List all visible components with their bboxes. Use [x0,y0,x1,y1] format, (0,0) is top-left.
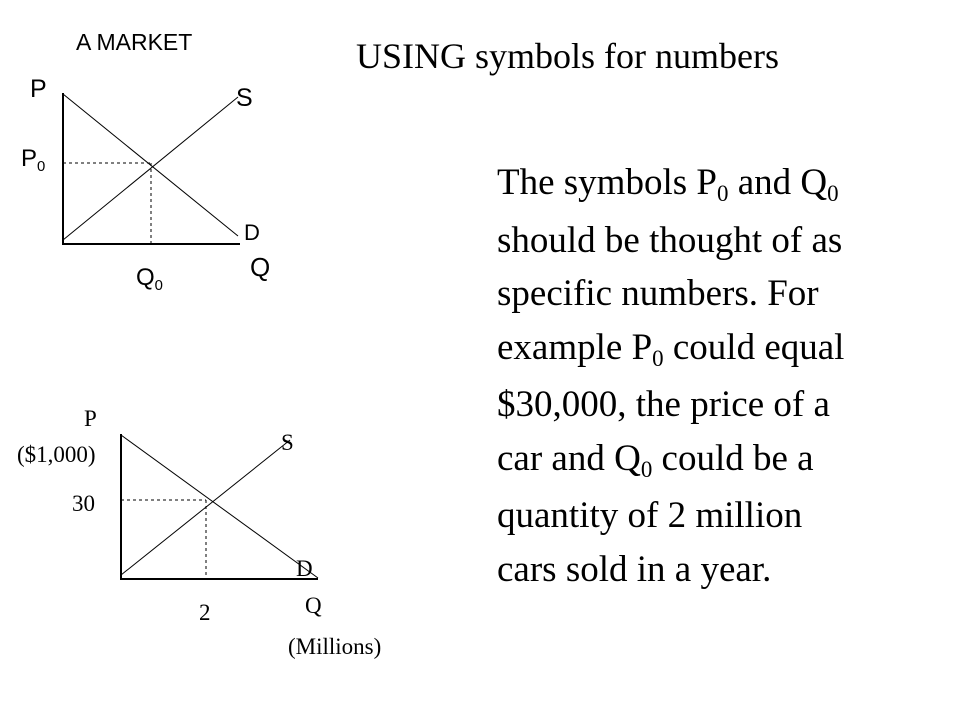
top-quantity-tick-subscript: 0 [154,277,163,294]
bottom-demand-curve [121,435,318,581]
explanation-line-1 [497,156,937,214]
explanation-line-6 [497,432,937,490]
explanation-line-4-part: example P [497,326,653,368]
top-quantity-tick-label [136,264,163,294]
top-supply-label: S [236,84,253,112]
explanation-line-6-part: could be a [652,437,814,479]
explanation-line-7: quantity of 2 million [497,495,803,536]
explanation-line-4 [497,321,937,379]
explanation-line-6-part: car and Q [497,437,641,479]
p0-subscript: 0 [716,181,729,207]
top-price-tick-label [21,145,46,175]
explanation-line-3: specific numbers. For [497,273,819,314]
top-diagram-caption: A MARKET [76,29,193,55]
top-price-axis-label: P [30,75,47,103]
explanation-line-1-part: and Q [728,162,828,203]
bottom-quantity-unit: (Millions) [288,634,382,659]
top-quantity-axis-label: Q [250,252,271,282]
explanation-line-2: should be thought of as [497,219,843,261]
top-demand-label: D [244,220,260,245]
explanation-line-4-part: could equal [663,326,845,368]
bottom-demand-label: D [296,556,313,581]
explanation-line-5: $30,000, the price of a [497,384,830,425]
explanation-line-8: cars sold in a year. [497,548,772,590]
p0-subscript: 0 [652,345,664,371]
slide-title: USING symbols for numbers [356,36,779,76]
bottom-price-tick-label: 30 [72,491,95,516]
q0-subscript: 0 [640,456,653,482]
explanation-line-1-part: The symbols P [497,162,717,203]
q0-subscript: 0 [827,181,839,207]
bottom-quantity-axis-label: Q [305,593,322,618]
top-price-tick-subscript: 0 [37,158,46,175]
bottom-supply-label: S [281,430,294,455]
top-price-tick-symbol: P [21,145,38,172]
bottom-price-unit: ($1,000) [17,442,96,467]
bottom-quantity-tick-label: 2 [199,600,211,625]
explanation-paragraph [497,156,937,596]
top-quantity-tick-symbol: Q [136,264,155,291]
bottom-price-axis-label: P [84,406,97,431]
